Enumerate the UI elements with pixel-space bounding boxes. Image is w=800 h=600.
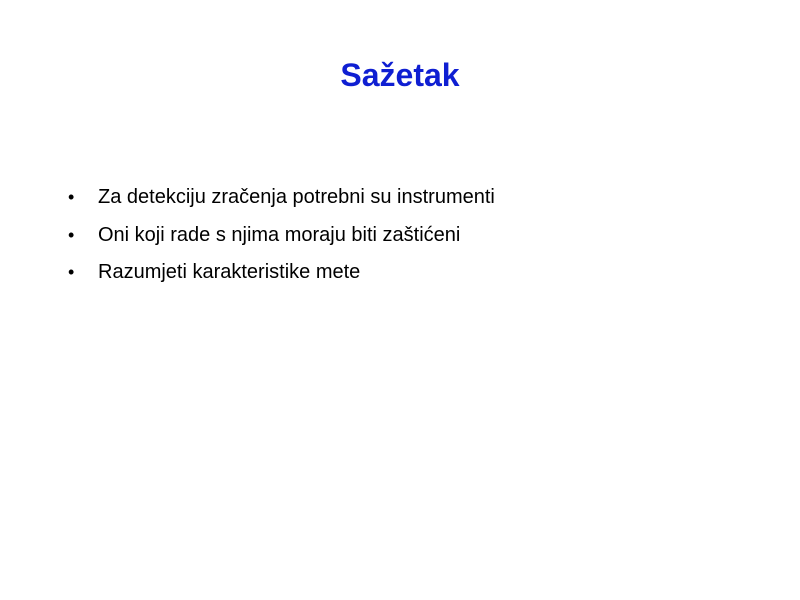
bullet-text: Razumjeti karakteristike mete [98,261,361,283]
bullet-icon: • [68,262,75,282]
list-item [68,182,495,220]
bullet-icon: • [68,224,75,245]
list-item [68,220,495,258]
slide-title: Sažetak [340,57,460,93]
list-item [68,257,495,295]
bullet-list [68,182,495,295]
bullet-text: Oni koji rade s njima moraju biti zaštićeni [98,223,461,246]
bullet-text: Za detekciju zračenja potrebni su instrumenti [98,186,495,208]
bullet-icon: • [68,187,75,207]
